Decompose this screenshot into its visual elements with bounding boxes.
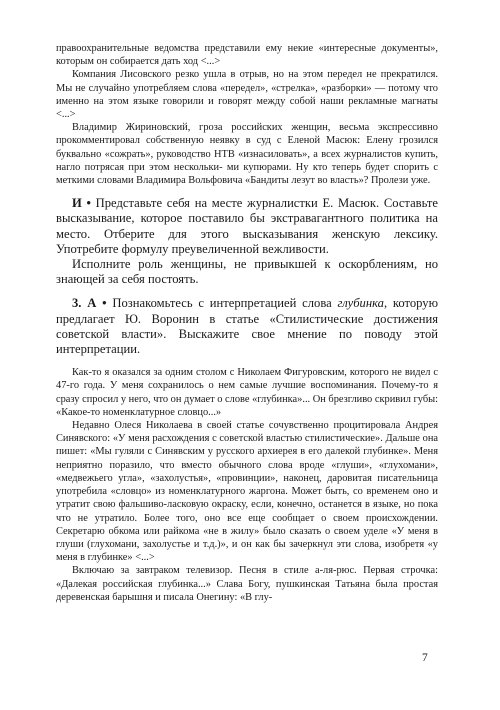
quote-a-paragraph-1: правоохранительные ведомства представили ему некие «интересные документы», которым он собирается дать ход <...>: [56, 43, 438, 68]
page-number: 7: [422, 652, 428, 664]
quote-b-paragraph-3: Включаю за завтраком телевизор. Песня в стиле а-ля-рюс. Первая строчка: «Далекая российская глубинка...» Слава Богу, пушкинская Татьяна была простая деревенская барышня и писала Онегину: «В глу-: [56, 565, 438, 603]
task-3-label: 3. А •: [72, 296, 107, 311]
task-i-paragraph: [56, 196, 438, 257]
quote-b-paragraph-2: Недавно Олеся Николаева в своей статье сочувственно процитировала Андрея Синявского: «У меня расхождения с советской властью стилистические». Дальше она пишет: «Мы гуляли с Синявским у русского архиерея в его далекой глубинке». Меня неприятно поразило, что вместо обычного слова вроде «глуши», «глухомани», «медвежьего угла», «захолустья», «провинции», наконец, даровитая писательница употребила «словцо» из номенклатурного жаргона. Может быть, со временем оно и утратит свою фальшиво-ласковую окраску, если, конечно, останется в языке, но пока что не утратило. Более того, оно все еще сообщает о своем происхождении. Секретарю обкома или райкома «не в жилу» было сказать о своем уделе «У меня в глуши (глухомани, захолустье и т.д.)», и он как бы зачеркнул эти слова, изобретя «у меня в глубинке» <...>: [56, 420, 438, 564]
quote-a-paragraph-3: Владимир Жириновский, гроза российских женщин, весьма экспрессивно прокомментировал собственную неявку в суд с Еленой Масюк: Елену грозился буквально «сожрать», руководство НТВ «изнасиловать», а всех журналистов купить, нагло потрясая при этом нескольки- ми купюрами. Ну кто теперь будет спорить с меткими словами Владимира Вольфовича «Бандиты лезут во власть»? Пролези уже.: [56, 122, 438, 187]
task-3-keyword: глубинка: [337, 296, 384, 311]
page-body: [56, 42, 438, 604]
task-i-label: И •: [72, 196, 91, 211]
task-3-text-pre: Познакомьтесь с интерпретацией слова: [106, 296, 338, 311]
task-i-followup: Исполните роль женщины, не привыкшей к оскорблениям, но знающей за себя постоять.: [56, 257, 438, 287]
task-3-text-post: , которую предлагает Ю. Воронин в статье «Стилистические достижения советской власти». Выскажите свое мнение по поводу этой интерпретации.: [56, 296, 438, 357]
quote-a-paragraph-2: Компания Лисовского резко ушла в отрыв, но на этом передел не прекратился. Мы не случайно употребляем слова «передел», «стрелка», «разборки» — потому что именно на этом языке говорили и говорят между собой наши рекламные магнаты <...>: [56, 69, 438, 121]
quote-b-paragraph-1: Как-то я оказался за одним столом с Николаем Фигуровским, которого не видел с 47-го года. У меня сохранилось о нем самые лучшие воспоминания. Почему-то я сразу спросил у него, что он думает о слове «глубинка»... Он брезгливо скривил губы: «Какое-то номенклатурное словцо...»: [56, 367, 438, 418]
task-i-text: Представьте себя на месте журналистки Е. Масюк. Составьте высказывание, которое поставило бы экстравагантного политика на место. Отберите для этого высказывания женскую лексику. Употребите формулу преувеличенной вежливости.: [56, 196, 438, 256]
task-3-paragraph: [56, 296, 438, 357]
